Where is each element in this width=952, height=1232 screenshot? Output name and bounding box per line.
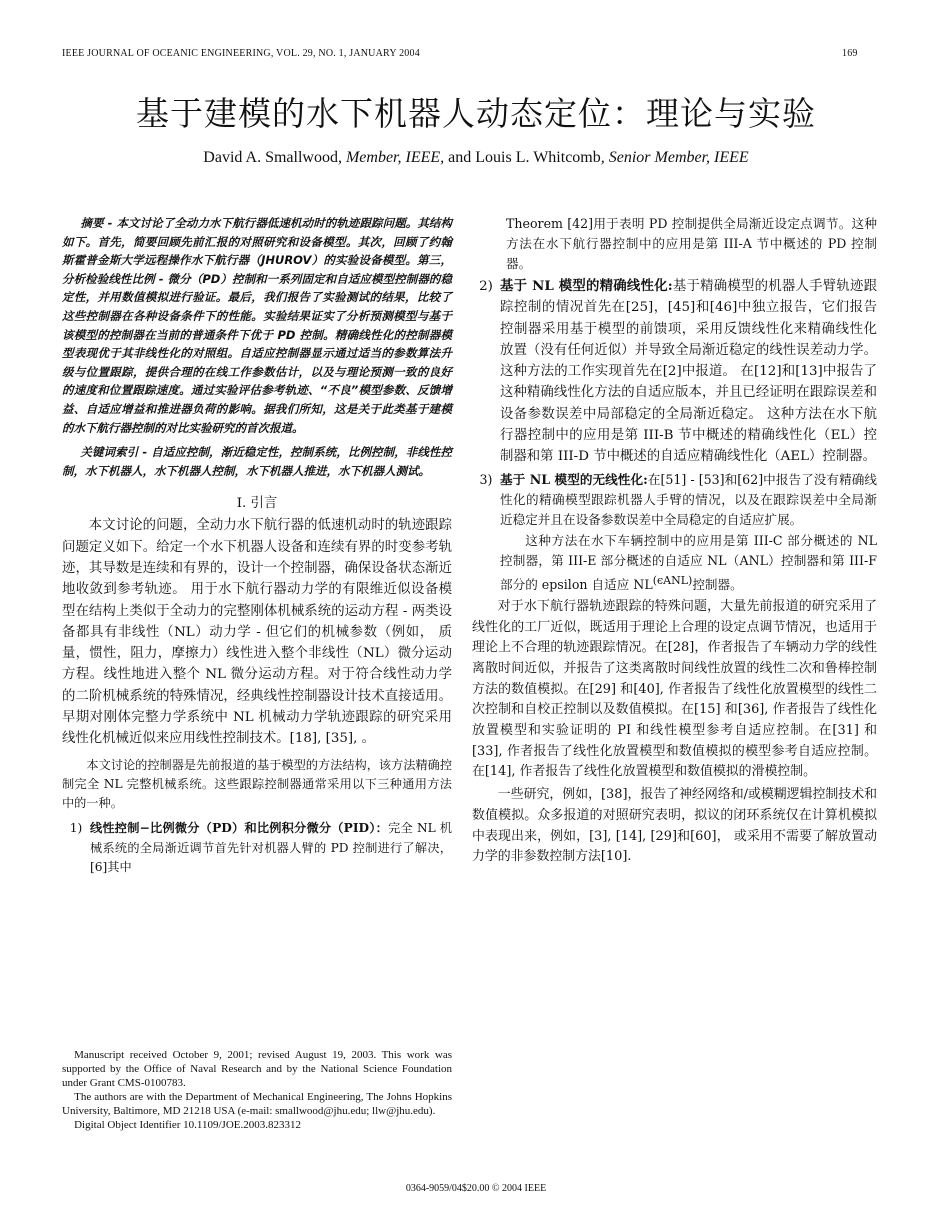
list-item-3-math: (ϵANL) <box>652 573 693 587</box>
list-item-2-text: 基于精确模型的机器人手臂轨迹跟踪控制的情况首先在[25]，[45]和[46]中独立报告，它们报告控制器采用基于模型的前馈项，采用反馈线性化来精确线性化 放置（没有任何近似）并导致全局渐近稳定的线性误差动力学。 这种方法的工作实现首先在[2]中报道。 在[12]和[13]中报告了这种精确线性化方法的自适应版本，并且已经证明在跟踪误差和设备参数误差中局部稳定的全局渐近稳定。 这种方法在水下航行器控制中的应用是第 III-B 节中概述的精确线性化（EL）控制器和第 III-D 节中概述的自适应精确线性化（AEL）控制器。 <box>500 279 878 465</box>
list-item-3-number: 3) <box>479 471 493 487</box>
list-item-3-text-2a: 这种方法在水下车辆控制中的应用是第 III-C 部分概述的 NL 控制器，第 III-E 部分概述的自适应 NL（ANL）控制器和第 III-F 部分的 epsilon 自适应 NL <box>500 532 877 592</box>
author-and: and <box>444 149 476 166</box>
right-paragraph-2: 一些研究，例如，[38]，报告了神经网络和/或模糊逻辑控制技术和数值模拟。众多报道的对照研究表明，拟议的闭环系统仅在计算机模拟中表现出来，例如，[3], [14], [29]和[60]， 或采用不需要了解放置动力学的非参数控制方法[10]. <box>472 787 877 865</box>
list-item-3-paragraph-2 <box>500 531 877 595</box>
author-2-role-text: Senior Member, IEEE <box>608 149 749 166</box>
right-body <box>472 597 877 868</box>
footnotes <box>62 1048 452 1132</box>
paper-title: 基于建模的水下机器人动态定位：理论与实验 <box>136 94 816 133</box>
list-item-1-continued: Theorem [42]用于表明 PD 控制提供全局渐近设定点调节。这种方法在水下航行器控制中的应用是第 III-A 节中概述的 PD 控制器。 <box>506 216 877 271</box>
list-item-3 <box>472 470 877 595</box>
list-item-2-number: 2) <box>479 279 493 294</box>
author-1-role-text: Member, IEEE, <box>345 149 445 166</box>
list-item-2 <box>472 276 877 468</box>
list-item-3-body <box>500 470 877 595</box>
right-column <box>472 214 877 868</box>
section-heading-introduction: I. 引言 <box>236 496 278 512</box>
list-item-3-heading: 基于 NL 模型的无线性化: <box>500 471 648 487</box>
list-item-2-body <box>500 276 877 468</box>
left-column <box>62 214 452 877</box>
author-line <box>0 149 952 167</box>
list-item-1 <box>62 819 452 877</box>
keywords: 关键词索引 - 自适应控制，渐近稳定性，控制系统，比例控制，非线性控制，水下机器人，水下机器人控制，水下机器人推进，水下机器人测试。 <box>62 445 452 478</box>
right-paragraph-1: 对于水下航行器轨迹跟踪的特殊问题，大量先前报道的研究采用了线性化的工厂近似，既适用于理论上合理的设定点调节情况，也适用于理论上不合理的轨迹跟踪情况。在[28]，作者报告了车辆动力学的线性离散时间近似，并报告了这类离散时间线性放置的线性二次和鲁棒控制方法的数值模拟。在[29] 和[40], 作者报告了线性化放置模型的线性二次控制和自校正控制以及数值模拟。在[15] 和[36], 作者报告了线性化放置模型和实验证明的 PI 和线性模型参考自适应控制。在[31] 和[33], 作者报告了线性化放置模型和数值模拟的模型参考自适应控制。在[14], 作者报告了线性化放置模型和数值模拟的滑模控制。 <box>472 598 877 780</box>
list-item-3-text: 在[51] - [53]和[62]中报告了没有精确线性化的精确模型跟踪机器人手臂的情况，以及在跟踪误差中全局渐近稳定并且在设备参数误差中全局稳定的自适应扩展。 <box>500 471 877 527</box>
copyright-line: 0364-9059/04$20.00 © 2004 IEEE <box>405 1183 547 1194</box>
list-item-1-text: 完全 NL 机械系统的全局渐近调节首先针对机器人臂的 PD 控制进行了解决，[6]其中 <box>90 821 453 874</box>
footnote-doi: Digital Object Identifier 10.1109/JOE.2003.823312 <box>74 1119 301 1131</box>
abstract-text: 摘要 - 本文讨论了全动力水下航行器低速机动时的轨迹跟踪问题。其结构如下。首先，简要回顾先前汇报的对照研究和设备模型。其次，回顾了约翰斯霍普金斯大学远程操作水下航行器（JHUROV）的实验设备模型。第三，分析检验线性比例 - 微分（PD）控制和一系列固定和自适应模型控制器的稳定性，并用数值模拟进行验证。最后，我们报告了实验测试的结果，比较了这些控制器在各种设备条件下的性能。实验结果证实了分析预测模型与基于该模型的控制器在当前的普通条件下优于 PD 控制。精确线性化的控制器模型表现优于其非线性化的对照组。自适应控制器显示通过适当的参数算法升级与位置跟踪，提供合理的在线工作参数估计，以及与理论预测一致的良好的速度和位置跟踪速度。通过实验评估参考轨迹、“不良”模型参数、反馈增益、自适应增益和推进器负荷的影响。据我们所知，这是关于此类基于建模的水下航行器控制的对比实验研究的首次报道。 <box>62 216 452 435</box>
list-item-3-text-2b: 控制器。 <box>692 576 743 592</box>
intro-paragraph-1: 本文讨论的问题，全动力水下航行器的低速机动时的轨迹跟踪问题定义如下。给定一个水下机器人设备和连续有界的时变参考轨迹，其导数是连续和有界的，设计一个控制器，确保设备状态渐近地收敛到参考轨迹。 用于水下航行器动力学的有限维近似设备模型在结构上类似于全动力的完整刚体机械系统的运动方程 - 两类设备都具有非线性（NL）动力学 - 但它们的机械参数（例如， 质量，惯性，阻力，摩擦力）线性进入整个非线性（NL）微分运动方程。线性地进入整个 NL 微分运动方程。对于符合线性动力学的二阶机械系统的特殊情况，经典线性控制器设计技术直接适用。早期对刚体完整力学系统中 NL 机械动力学轨迹跟踪的研究采用线性化机械近似来应用线性控制技术。[18], [35], 。 <box>62 518 452 747</box>
list-item-1-body <box>90 819 452 877</box>
list-item-2-heading: 基于 NL 模型的精确线性化: <box>500 278 673 294</box>
running-header: IEEE JOURNAL OF OCEANIC ENGINEERING, VOL. 29, NO. 1, JANUARY 2004 <box>62 48 420 59</box>
list-item-1-heading: 线性控制−比例微分（PD）和比例积分微分（PID）： <box>90 821 389 836</box>
page-number: 169 <box>842 48 858 59</box>
intro-paragraph-2: 本文讨论的控制器是先前报道的基于模型的方法结构，该方法精确控制完全 NL 完整机械系统。这些跟踪控制器通常采用以下三种通用方法中的一种。 <box>62 757 453 810</box>
footnote-affiliation: The authors are with the Department of Mechanical Engineering, The Johns Hopkins University, Baltimore, MD 21218 USA (e-mail: smallwood@jhu.edu; llw@jhu.edu). <box>62 1091 452 1117</box>
footnote-manuscript: Manuscript received October 9, 2001; revised August 19, 2003. This work was supported by the Office of Naval Research and by the National Science Foundation under Grant CMS-0100783. <box>62 1049 452 1089</box>
abstract <box>62 214 452 480</box>
author-1-role: , Member, IEEE, <box>337 149 445 166</box>
author-1: David A. Smallwood <box>203 149 338 166</box>
author-2-role: , Senior Member, IEEE <box>600 149 749 166</box>
author-2: Louis L. Whitcomb <box>475 149 601 166</box>
intro-body <box>62 515 452 877</box>
list-item-1-number: 1) <box>69 821 83 836</box>
